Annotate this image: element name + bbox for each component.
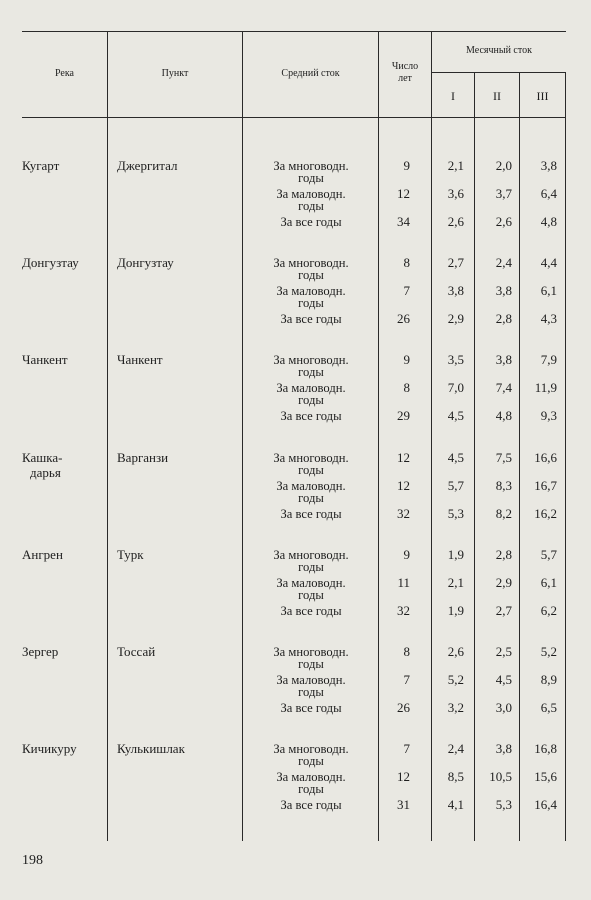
month-1-value: 4,5 <box>447 408 464 424</box>
month-3-value: 16,8 <box>534 741 557 757</box>
month-1-value: 3,6 <box>447 186 464 201</box>
years-count-value: 12 <box>397 769 410 785</box>
period-label: За все годы <box>280 409 342 424</box>
month-2-value: 2,5 <box>495 644 512 659</box>
month-2-value: 5,3 <box>495 797 512 813</box>
month-2-value: 4,5 <box>495 672 512 687</box>
years-count-value: 12 <box>397 186 410 201</box>
month-3-value: 6,1 <box>540 283 557 299</box>
period-label: годы <box>298 296 324 311</box>
month-3-value: 4,8 <box>540 214 557 229</box>
river-name: Кашка- <box>22 449 63 465</box>
period-label: За все годы <box>280 506 342 521</box>
column-rule-7 <box>565 73 566 841</box>
years-count-value: 34 <box>397 214 410 229</box>
header-month-1: I <box>451 89 455 103</box>
river-name: дарья <box>30 464 61 480</box>
month-2-value: 3,8 <box>495 741 512 757</box>
month-3-value: 6,1 <box>540 574 557 590</box>
month-1-value: 5,3 <box>447 505 464 521</box>
years-count-value: 11 <box>397 574 410 590</box>
years-count-value: 8 <box>403 380 410 396</box>
period-label: годы <box>298 171 324 185</box>
table-top-rule <box>22 31 566 32</box>
years-count-value: 26 <box>397 311 410 327</box>
month-1-value: 7,0 <box>447 380 464 396</box>
month-2-value: 10,5 <box>489 769 512 785</box>
period-label: За все годы <box>280 603 342 618</box>
month-3-value: 16,6 <box>534 449 557 465</box>
years-count-value: 31 <box>397 797 410 813</box>
point-name: Донгузтау <box>117 255 174 271</box>
month-1-value: 5,7 <box>447 477 464 493</box>
month-2-value: 2,6 <box>495 214 512 229</box>
header-river: Река <box>54 68 74 79</box>
month-1-value: 4,5 <box>447 449 464 465</box>
month-1-value: 2,4 <box>447 741 464 757</box>
years-count-value: 8 <box>403 644 410 659</box>
period-label: За маловодн. <box>276 770 346 785</box>
years-count-value: 12 <box>397 449 410 465</box>
period-label: За многоводн. <box>273 159 349 173</box>
column-rule-5 <box>474 73 475 841</box>
years-count-value: 26 <box>397 700 410 715</box>
period-label: За маловодн. <box>276 381 346 396</box>
years-count-value: 12 <box>397 477 410 493</box>
period-label: годы <box>298 685 324 699</box>
month-3-value: 9,3 <box>540 408 557 424</box>
month-3-value: 4,4 <box>540 255 557 271</box>
month-1-value: 8,5 <box>447 769 464 785</box>
month-1-value: 2,1 <box>447 574 464 590</box>
period-label: За многоводн. <box>273 547 349 562</box>
monthly-flow-rule <box>431 72 566 73</box>
month-2-value: 3,7 <box>495 186 512 201</box>
month-2-value: 8,3 <box>495 477 512 493</box>
month-1-value: 1,9 <box>447 602 464 618</box>
years-count-value: 29 <box>397 408 410 424</box>
month-1-value: 2,9 <box>447 311 464 327</box>
month-3-value: 6,5 <box>540 700 557 715</box>
period-label: годы <box>298 559 324 574</box>
period-label: За все годы <box>280 215 342 229</box>
years-count-value: 32 <box>397 505 410 521</box>
period-label: годы <box>298 657 324 671</box>
month-3-value: 5,7 <box>540 546 557 562</box>
point-name: Турк <box>117 546 144 562</box>
month-2-value: 4,8 <box>495 408 512 424</box>
period-label: годы <box>298 462 324 477</box>
month-3-value: 7,9 <box>540 352 557 368</box>
period-label: годы <box>298 199 324 213</box>
river-name: Кугарт <box>22 158 60 173</box>
header-month-2: II <box>493 89 501 103</box>
period-label: За многоводн. <box>273 256 349 271</box>
years-count-value: 8 <box>403 255 410 271</box>
period-label: годы <box>298 268 324 283</box>
header-years-count-line2: лет <box>398 73 412 84</box>
period-label: За маловодн. <box>276 575 346 590</box>
month-2-value: 3,8 <box>495 283 512 299</box>
column-rule-4 <box>431 31 432 841</box>
period-label: За все годы <box>280 701 342 715</box>
month-3-value: 11,9 <box>534 380 557 396</box>
column-rule-2 <box>242 31 243 841</box>
month-2-value: 3,8 <box>495 352 512 368</box>
years-count-value: 7 <box>403 283 410 299</box>
point-name: Чанкент <box>117 352 163 368</box>
month-2-value: 3,0 <box>495 700 512 715</box>
period-label: За многоводн. <box>273 742 349 757</box>
header-monthly-flow: Месячный сток <box>466 45 532 56</box>
month-2-value: 2,4 <box>495 255 512 271</box>
point-name: Джергитал <box>117 158 178 173</box>
period-label: За многоводн. <box>273 450 349 465</box>
period-label: годы <box>298 587 324 602</box>
month-3-value: 16,7 <box>534 477 557 493</box>
period-label: За маловодн. <box>276 187 346 201</box>
years-count-value: 9 <box>403 352 410 368</box>
month-3-value: 16,2 <box>534 505 557 521</box>
month-1-value: 4,1 <box>447 797 464 813</box>
month-1-value: 3,8 <box>447 283 464 299</box>
month-3-value: 6,2 <box>540 602 557 618</box>
years-count-value: 9 <box>403 158 410 173</box>
river-name: Чанкент <box>22 352 68 368</box>
header-month-3: III <box>536 89 549 103</box>
period-label: За маловодн. <box>276 284 346 299</box>
river-name: Донгузтау <box>22 255 79 271</box>
period-label: За маловодн. <box>276 673 346 687</box>
month-2-value: 2,8 <box>495 546 512 562</box>
month-2-value: 2,7 <box>495 602 512 618</box>
column-rule-3 <box>378 31 379 841</box>
month-1-value: 1,9 <box>447 546 464 562</box>
month-3-value: 6,4 <box>540 186 557 201</box>
period-label: За многоводн. <box>273 353 349 368</box>
month-3-value: 4,3 <box>540 311 557 327</box>
month-2-value: 2,0 <box>495 158 512 173</box>
period-label: За маловодн. <box>276 478 346 493</box>
header-years-count-line1: Число <box>391 61 419 72</box>
years-count-value: 7 <box>403 741 410 757</box>
point-name: Варганзи <box>117 449 169 465</box>
period-label: годы <box>298 782 324 797</box>
years-count-value: 9 <box>403 546 410 562</box>
month-2-value: 7,4 <box>495 380 512 396</box>
column-rule-1 <box>107 31 108 841</box>
header-bottom-rule <box>22 117 566 118</box>
period-label: За все годы <box>280 312 342 327</box>
point-name: Тоссай <box>117 644 156 659</box>
month-1-value: 3,5 <box>447 352 464 368</box>
river-name: Ангрен <box>22 546 63 562</box>
month-2-value: 2,8 <box>495 311 512 327</box>
month-3-value: 5,2 <box>540 644 557 659</box>
header-point: Пункт <box>161 68 189 79</box>
month-1-value: 2,6 <box>447 644 464 659</box>
month-3-value: 16,4 <box>534 797 557 813</box>
month-2-value: 8,2 <box>495 505 512 521</box>
period-label: За многоводн. <box>273 645 349 659</box>
header-mean-flow: Средний сток <box>281 68 340 79</box>
period-label: годы <box>298 490 324 505</box>
month-1-value: 5,2 <box>447 672 464 687</box>
river-name: Зергер <box>22 644 59 659</box>
page-number: 198 <box>22 853 43 868</box>
period-label: годы <box>298 754 324 769</box>
period-label: За все годы <box>280 798 342 813</box>
years-count-value: 7 <box>403 672 410 687</box>
month-3-value: 8,9 <box>540 672 557 687</box>
month-3-value: 15,6 <box>534 769 557 785</box>
river-name: Кичикуру <box>22 741 77 757</box>
years-count-value: 32 <box>397 602 410 618</box>
month-2-value: 2,9 <box>495 574 512 590</box>
month-1-value: 2,6 <box>447 214 464 229</box>
period-label: годы <box>298 393 324 408</box>
month-3-value: 3,8 <box>540 158 557 173</box>
point-name: Кулькишлак <box>117 741 185 757</box>
month-1-value: 2,7 <box>447 255 464 271</box>
month-1-value: 2,1 <box>447 158 464 173</box>
period-label: годы <box>298 365 324 380</box>
month-2-value: 7,5 <box>495 449 512 465</box>
month-1-value: 3,2 <box>447 700 464 715</box>
